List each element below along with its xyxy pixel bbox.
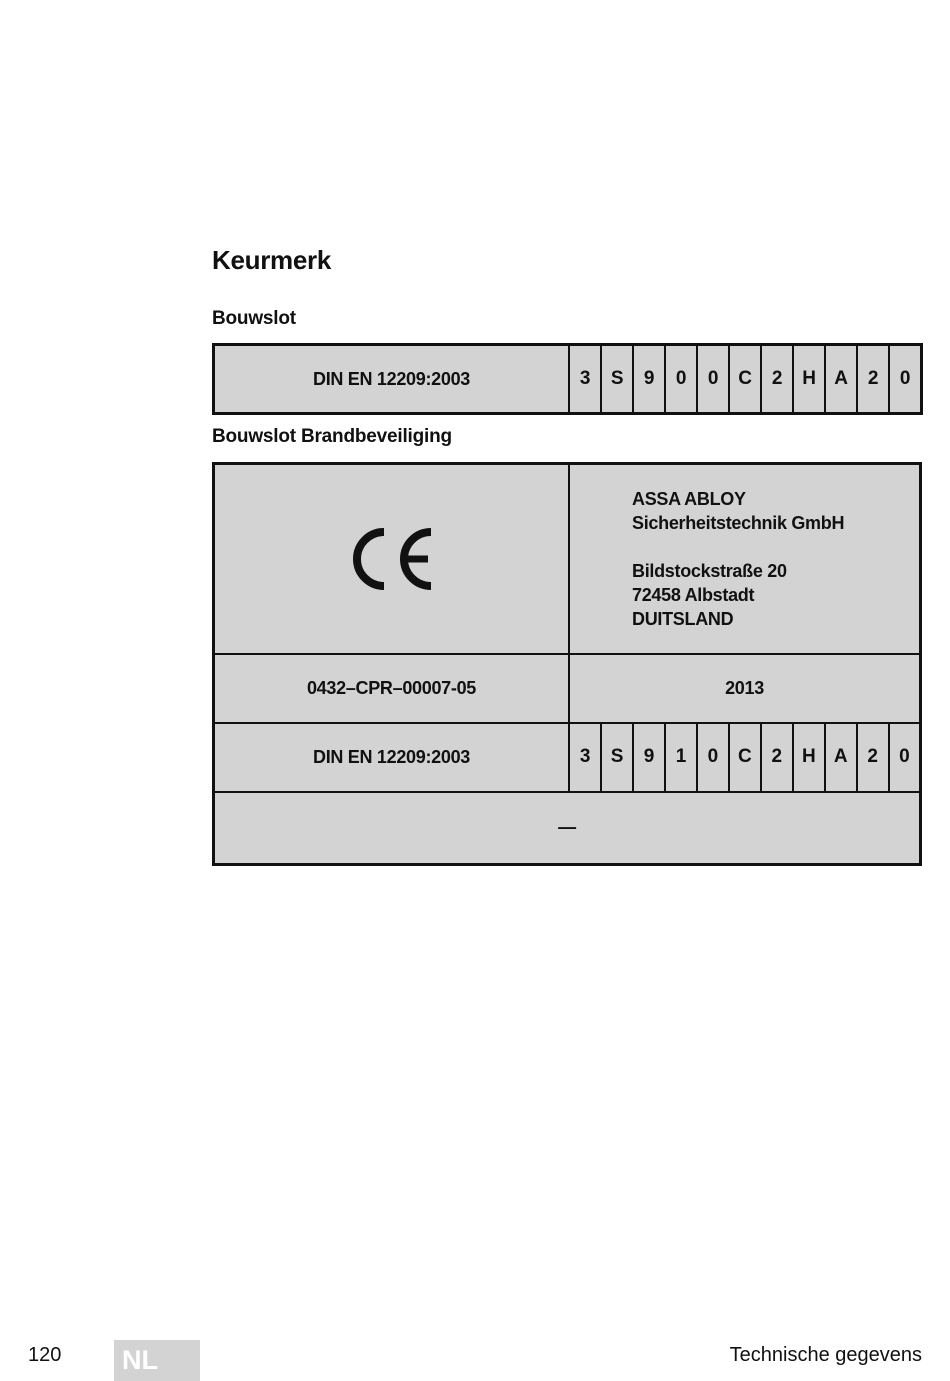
address-line: DUITSLAND [632,608,734,629]
code-digit: C [729,345,761,414]
certificate-number: 0432–CPR–00007-05 [214,654,570,723]
address-line [632,535,919,559]
language-badge: NL [114,1340,200,1381]
classification-row [214,345,922,414]
classification-row [214,723,921,792]
code-digit: 9 [633,345,665,414]
ce-mark-cell [214,464,570,654]
address-line: Sicherheitstechnik GmbH [632,512,845,533]
code-digit: 0 [665,345,697,414]
dash-cell: — [214,792,921,865]
code-digit: 2 [857,345,889,414]
ce-mark-icon [346,526,438,592]
footer-section-title: Technische gegevens [729,1344,922,1366]
code-digit: 0 [889,723,921,792]
page-title: Keurmerk [212,245,331,275]
code-digit: 3 [569,345,601,414]
code-digit: H [793,723,825,792]
code-digit: S [601,345,633,414]
certificate-year: 2013 [569,654,921,723]
code-digit: C [729,723,761,792]
section-heading-brandbeveiliging: Bouwslot Brandbeveiliging [212,426,452,447]
code-digit: 0 [889,345,922,414]
address-line: 72458 Albstadt [632,584,755,605]
mark-table-bouwslot [212,343,923,415]
code-digit: S [601,723,633,792]
code-digit: 2 [761,345,793,414]
code-digit: H [793,345,825,414]
standard-cell: DIN EN 12209:2003 [214,723,570,792]
code-digit: 0 [697,723,729,792]
manufacturer-address [569,464,921,654]
mark-table-brandbeveiliging [212,462,922,866]
address-line: Bildstockstraße 20 [632,560,787,581]
code-digit: A [825,345,857,414]
code-digit: 9 [633,723,665,792]
code-digit: 2 [761,723,793,792]
code-digit: 0 [697,345,729,414]
code-digit: 2 [857,723,889,792]
section-heading-bouwslot: Bouwslot [212,308,296,329]
standard-cell: DIN EN 12209:2003 [214,345,570,414]
code-digit: 3 [569,723,601,792]
code-digit: 1 [665,723,697,792]
address-line: ASSA ABLOY [632,488,746,509]
code-digit: A [825,723,857,792]
page-number: 120 [28,1344,62,1366]
